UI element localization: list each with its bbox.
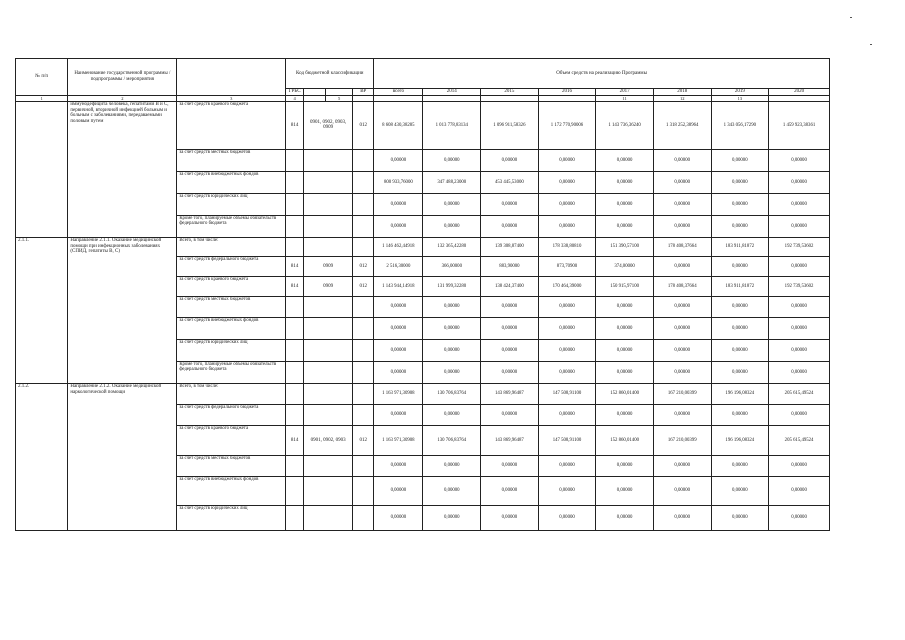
rzpr-code: [304, 361, 353, 383]
year-value: 0,00000: [711, 317, 769, 339]
year-value: 0,00000: [596, 505, 654, 530]
year-value: 0,00000: [538, 455, 596, 476]
year-value: 192 739,53602: [769, 237, 830, 256]
rzpr-code: 0909: [304, 256, 353, 276]
year-value: 0,00000: [538, 339, 596, 361]
rzpr-code: 0901, 0902, 0903: [304, 425, 353, 455]
rzpr-code: 0909: [304, 276, 353, 296]
rzpr-code: [304, 455, 353, 476]
year-value: 0,00000: [596, 149, 654, 171]
col-number: 3: [177, 95, 286, 101]
grbs-code: [286, 361, 304, 383]
total-value: 0,00000: [374, 339, 423, 361]
rzpr-code: [304, 296, 353, 317]
year-value: 0,00000: [596, 476, 654, 505]
year-value: 883,90000: [481, 256, 539, 276]
vr-code: [353, 296, 374, 317]
year-value: 0,00000: [481, 476, 539, 505]
total-value: 0,00000: [374, 361, 423, 383]
funding-source: за счет средств юридических лиц: [177, 193, 286, 215]
grbs-code: [286, 455, 304, 476]
year-value: 0,00000: [711, 149, 769, 171]
year-value: 0,00000: [769, 149, 830, 171]
header-total: всего: [374, 89, 423, 96]
vr-code: 012: [353, 256, 374, 276]
year-value: 0,00000: [711, 455, 769, 476]
year-value: 0,00000: [711, 361, 769, 383]
grbs-code: [286, 193, 304, 215]
year-value: 0,00000: [423, 215, 481, 237]
year-value: 1 143 736,36240: [596, 101, 654, 149]
funding-source: за счет средств федерального бюджета: [177, 404, 286, 425]
vr-code: 012: [353, 101, 374, 149]
funding-source: за счет средств юридических лиц: [177, 505, 286, 530]
measure-name: иммунодефицита человека, гепатитами В и С, первичной, вторичной инфекцией больным и больным с заболеваниями, передаваемыми половым путем: [68, 101, 177, 237]
year-value: 167 210,00399: [653, 425, 711, 455]
year-value: 0,00000: [653, 317, 711, 339]
year-value: 0,00000: [481, 149, 539, 171]
funding-source: за счет средств внебюджетных фондов: [177, 317, 286, 339]
vr-code: [353, 193, 374, 215]
year-value: 1 172 770,90006: [538, 101, 596, 149]
col-number: 12: [653, 95, 711, 101]
header-year: 2016: [538, 89, 596, 96]
funding-source: за счет средств местных бюджетов: [177, 455, 286, 476]
vr-code: [353, 215, 374, 237]
year-value: 0,00000: [481, 193, 539, 215]
year-value: 130 706,83764: [423, 425, 481, 455]
grbs-code: 814: [286, 425, 304, 455]
budget-table: [15, 58, 830, 531]
grbs-code: [286, 383, 304, 404]
vr-code: [353, 149, 374, 171]
vr-code: 012: [353, 425, 374, 455]
vr-code: [353, 455, 374, 476]
year-value: 150 915,97100: [596, 276, 654, 296]
total-value: 2 516,30000: [374, 256, 423, 276]
table-row: [16, 383, 830, 404]
year-value: 0,00000: [538, 476, 596, 505]
funding-source: за счет средств краевого бюджета: [177, 276, 286, 296]
year-value: 192 739,53602: [769, 276, 830, 296]
header-year: 2020: [769, 89, 830, 96]
year-value: 178 338,80810: [538, 237, 596, 256]
grbs-code: [286, 237, 304, 256]
year-value: 0,00000: [538, 149, 596, 171]
year-value: 0,00000: [711, 505, 769, 530]
year-value: 0,00000: [481, 215, 539, 237]
header-year: 2018: [653, 89, 711, 96]
vr-code: [353, 317, 374, 339]
total-value: 8 608 430,38285: [374, 101, 423, 149]
year-value: 0,00000: [423, 361, 481, 383]
total-value: 1 143 944,14918: [374, 276, 423, 296]
year-value: 196 196,08324: [711, 383, 769, 404]
year-value: 0,00000: [653, 215, 711, 237]
header-csr: [326, 89, 353, 96]
year-value: 0,00000: [481, 296, 539, 317]
year-value: 0,00000: [769, 256, 830, 276]
grbs-code: [286, 404, 304, 425]
year-value: 170 464,39000: [538, 276, 596, 296]
year-value: 0,00000: [481, 339, 539, 361]
grbs-code: [286, 149, 304, 171]
funding-source: Кроме того, планируемые объемы обязательств федерального бюджета: [177, 215, 286, 237]
year-value: 347 488,23000: [423, 171, 481, 193]
year-value: 0,00000: [481, 317, 539, 339]
vr-code: [353, 476, 374, 505]
year-value: 167 210,00399: [653, 383, 711, 404]
year-value: 0,00000: [423, 149, 481, 171]
year-value: 0,00000: [653, 296, 711, 317]
year-value: 0,00000: [769, 317, 830, 339]
vr-code: [353, 383, 374, 404]
rzpr-code: [304, 215, 353, 237]
year-value: 130 706,83764: [423, 383, 481, 404]
year-value: 0,00000: [538, 404, 596, 425]
year-value: 0,00000: [711, 296, 769, 317]
year-value: 0,00000: [596, 404, 654, 425]
table-header: [16, 59, 830, 102]
vr-code: [353, 339, 374, 361]
vr-code: [353, 404, 374, 425]
funding-source: Всего, в том числе:: [177, 383, 286, 404]
year-value: 0,00000: [769, 215, 830, 237]
rzpr-code: [304, 149, 353, 171]
measure-name: Направление 2.1.2. Оказание медицинской наркологической помощи: [68, 383, 177, 530]
header-empty: [177, 59, 286, 96]
year-value: 0,00000: [596, 215, 654, 237]
grbs-code: [286, 317, 304, 339]
grbs-code: [286, 476, 304, 505]
year-value: 0,00000: [711, 193, 769, 215]
funding-source: за счет средств местных бюджетов: [177, 149, 286, 171]
year-value: 0,00000: [423, 339, 481, 361]
year-value: 873,70900: [538, 256, 596, 276]
year-value: 0,00000: [538, 505, 596, 530]
year-value: 0,00000: [653, 256, 711, 276]
rzpr-code: [304, 317, 353, 339]
year-value: 205 615,49524: [769, 425, 830, 455]
year-value: 1 013 778,83134: [423, 101, 481, 149]
col-number: 5: [326, 95, 353, 101]
year-value: 152 860,01400: [596, 383, 654, 404]
year-value: 0,00000: [711, 339, 769, 361]
year-value: 0,00000: [596, 296, 654, 317]
col-number: 13: [711, 95, 769, 101]
header-vr: ВР: [353, 89, 374, 96]
year-value: 132 365,42280: [423, 237, 481, 256]
year-value: 0,00000: [653, 171, 711, 193]
year-value: 0,00000: [653, 455, 711, 476]
year-value: 0,00000: [481, 455, 539, 476]
year-value: 0,00000: [538, 296, 596, 317]
year-value: 0,00000: [653, 339, 711, 361]
year-value: 131 999,32280: [423, 276, 481, 296]
total-value: 0,00000: [374, 215, 423, 237]
year-value: 0,00000: [711, 404, 769, 425]
year-value: 0,00000: [538, 317, 596, 339]
year-value: 0,00000: [596, 339, 654, 361]
year-value: 0,00000: [423, 404, 481, 425]
total-value: 0,00000: [374, 193, 423, 215]
funding-source: за счет средств внебюджетных фондов: [177, 171, 286, 193]
header-year: 2014: [423, 89, 481, 96]
rzpr-code: [304, 383, 353, 404]
year-value: 138 424,37400: [481, 276, 539, 296]
measure-name: Направление 2.1.1. Оказание медицинской помощи при инфекционных заболеваниях (СПИД, гепатиты В, С): [68, 237, 177, 383]
year-value: 0,00000: [423, 193, 481, 215]
year-value: 0,00000: [538, 215, 596, 237]
year-value: 0,00000: [769, 404, 830, 425]
header-volume: Объем средств на реализацию Программы: [374, 59, 830, 89]
year-value: 0,00000: [538, 171, 596, 193]
vr-code: [353, 171, 374, 193]
col-number: 2: [68, 95, 177, 101]
year-value: 143 869,96487: [481, 425, 539, 455]
grbs-code: [286, 296, 304, 317]
total-value: 1 163 971,30908: [374, 383, 423, 404]
year-value: 151 390,57100: [596, 237, 654, 256]
row-number: 2.1.2.: [16, 383, 68, 530]
year-value: 0,00000: [653, 404, 711, 425]
grbs-code: [286, 215, 304, 237]
total-value: 800 933,76000: [374, 171, 423, 193]
year-value: 0,00000: [769, 193, 830, 215]
year-value: 0,00000: [481, 361, 539, 383]
year-value: 0,00000: [596, 455, 654, 476]
header-year: 2017: [596, 89, 654, 96]
year-value: 366,00000: [423, 256, 481, 276]
year-value: 183 911,81872: [711, 237, 769, 256]
row-number: [16, 101, 68, 237]
year-value: 0,00000: [423, 455, 481, 476]
total-value: 0,00000: [374, 149, 423, 171]
year-value: 147 508,91100: [538, 425, 596, 455]
total-value: 0,00000: [374, 296, 423, 317]
col-number: 4: [286, 95, 304, 101]
year-value: 0,00000: [711, 476, 769, 505]
year-value: 0,00000: [653, 505, 711, 530]
year-value: 374,00000: [596, 256, 654, 276]
year-value: 183 911,81872: [711, 276, 769, 296]
year-value: 0,00000: [481, 505, 539, 530]
year-value: 453 445,53000: [481, 171, 539, 193]
year-value: 0,00000: [538, 361, 596, 383]
header-year: 2019: [711, 89, 769, 96]
rzpr-code: [304, 237, 353, 256]
funding-source: за счет средств внебюджетных фондов: [177, 476, 286, 505]
total-value: 0,00000: [374, 476, 423, 505]
table-row: [16, 101, 830, 149]
year-value: 0,00000: [769, 476, 830, 505]
scan-speck: [850, 17, 852, 18]
rzpr-code: [304, 193, 353, 215]
funding-source: за счет средств местных бюджетов: [177, 296, 286, 317]
year-value: 0,00000: [769, 455, 830, 476]
col-number: 11: [596, 95, 654, 101]
year-value: 0,00000: [711, 256, 769, 276]
table-row: [16, 237, 830, 256]
year-value: 1 459 923,38361: [769, 101, 830, 149]
year-value: 152 860,01400: [596, 425, 654, 455]
vr-code: 012: [353, 276, 374, 296]
grbs-code: 814: [286, 276, 304, 296]
year-value: 147 508,91100: [538, 383, 596, 404]
header-num: № п/п: [16, 59, 68, 96]
grbs-code: [286, 171, 304, 193]
scan-speck: [870, 44, 872, 45]
grbs-code: [286, 339, 304, 361]
year-value: 1 096 911,58326: [481, 101, 539, 149]
year-value: 0,00000: [423, 476, 481, 505]
year-value: 0,00000: [711, 215, 769, 237]
table-body: [16, 101, 830, 530]
year-value: 0,00000: [653, 149, 711, 171]
header-rzpr: [304, 89, 326, 96]
col-number: 1: [16, 95, 68, 101]
year-value: 139 308,87400: [481, 237, 539, 256]
year-value: 0,00000: [711, 171, 769, 193]
total-value: 0,00000: [374, 404, 423, 425]
row-number: 2.1.1.: [16, 237, 68, 383]
year-value: 178 408,37664: [653, 276, 711, 296]
year-value: 0,00000: [769, 296, 830, 317]
header-year: 2015: [481, 89, 539, 96]
funding-source: за счет средств федерального бюджета: [177, 256, 286, 276]
funding-source: за счет средств юридических лиц: [177, 339, 286, 361]
rzpr-code: [304, 505, 353, 530]
funding-source: Всего, в том числе:: [177, 237, 286, 256]
year-value: 0,00000: [653, 193, 711, 215]
vr-code: [353, 361, 374, 383]
year-value: 0,00000: [653, 361, 711, 383]
rzpr-code: [304, 404, 353, 425]
year-value: 0,00000: [653, 476, 711, 505]
year-value: 0,00000: [423, 505, 481, 530]
vr-code: [353, 505, 374, 530]
rzpr-code: [304, 339, 353, 361]
funding-source: за счет средств краевого бюджета: [177, 101, 286, 149]
header-code: Код бюджетной классификации: [286, 59, 374, 89]
year-value: 0,00000: [769, 171, 830, 193]
year-value: 0,00000: [769, 505, 830, 530]
year-value: 196 196,08324: [711, 425, 769, 455]
rzpr-code: [304, 476, 353, 505]
year-value: 0,00000: [596, 361, 654, 383]
year-value: 0,00000: [596, 317, 654, 339]
year-value: 0,00000: [769, 339, 830, 361]
year-value: 0,00000: [423, 317, 481, 339]
rzpr-code: [304, 171, 353, 193]
total-value: 0,00000: [374, 317, 423, 339]
year-value: 178 408,37664: [653, 237, 711, 256]
year-value: 0,00000: [423, 296, 481, 317]
year-value: 0,00000: [596, 171, 654, 193]
year-value: 1 318 252,38964: [653, 101, 711, 149]
year-value: 143 869,96487: [481, 383, 539, 404]
grbs-code: [286, 505, 304, 530]
vr-code: [353, 237, 374, 256]
funding-source: за счет средств краевого бюджета: [177, 425, 286, 455]
funding-source: Кроме того, планируемые объемы обязательств федерального бюджета: [177, 361, 286, 383]
total-value: 1 146 462,44918: [374, 237, 423, 256]
year-value: 0,00000: [481, 404, 539, 425]
total-value: 0,00000: [374, 455, 423, 476]
total-value: 0,00000: [374, 505, 423, 530]
grbs-code: 814: [286, 256, 304, 276]
header-grbs: ГРБС: [286, 89, 304, 96]
year-value: 1 343 056,17290: [711, 101, 769, 149]
year-value: 205 615,49524: [769, 383, 830, 404]
grbs-code: 814: [286, 101, 304, 149]
year-value: 0,00000: [769, 361, 830, 383]
year-value: 0,00000: [538, 193, 596, 215]
rzpr-code: 0901, 0902, 0903, 0909: [304, 101, 353, 149]
header-name: Наименование государственной программы / подпрограммы / мероприятия: [68, 59, 177, 96]
total-value: 1 163 971,30908: [374, 425, 423, 455]
year-value: 0,00000: [596, 193, 654, 215]
